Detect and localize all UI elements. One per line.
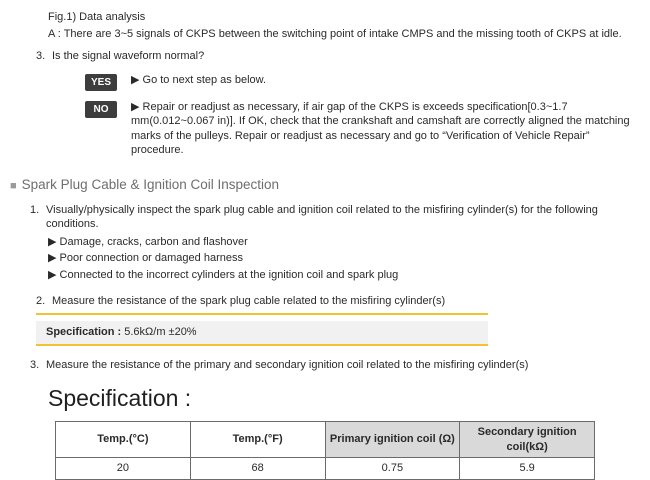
- step-1-text: Visually/physically inspect the spark plug cable and ignition coil related to the misfiring cylinder(s) for the following conditions.: [46, 203, 598, 231]
- yes-badge: YES: [85, 74, 117, 91]
- table-cell: 0.75: [325, 458, 460, 480]
- table-row: [56, 458, 595, 480]
- no-badge: NO: [85, 101, 117, 118]
- table-header-cell: Primary ignition coil (Ω): [325, 422, 460, 458]
- step-2: [36, 294, 488, 315]
- bullet-item: ▶ Connected to the incorrect cylinders at the ignition coil and spark plug: [48, 268, 399, 281]
- no-answer-text: ▶ Repair or readjust as necessary, if air gap of the CKPS is exceeds specification[0.3~1.7 mm(0.012~0.067 in)]. If OK, check that the crankshaft and camshaft are correctly aligned the matching marks of the pulleys. Repair or readjust as necessary and go to “Verification of Vehicle Repair” procedure.: [131, 100, 630, 157]
- answer-yes-row: [85, 73, 650, 91]
- table-cell: 5.9: [460, 458, 595, 480]
- specification-label: Specification :: [46, 325, 122, 338]
- figure-title: Fig.1) Data analysis: [48, 11, 146, 23]
- section-bullet-icon: ■: [10, 179, 17, 192]
- table-header-cell: Temp.(°C): [56, 422, 191, 458]
- step-1-number: 1.: [30, 203, 40, 216]
- answer-no-row: [85, 100, 650, 158]
- section-title: Spark Plug Cable & Ignition Coil Inspection: [21, 176, 280, 192]
- table-header-cell: Secondary ignition coil(kΩ): [460, 422, 595, 458]
- specification-value: 5.6kΩ/m ±20%: [121, 325, 197, 338]
- step-3-number: 3.: [30, 359, 40, 372]
- step-2-number: 2.: [36, 295, 46, 308]
- figure-caption-block: [48, 10, 650, 41]
- table-header-row: [56, 422, 595, 458]
- yes-answer-text: ▶ Go to next step as below.: [131, 73, 267, 86]
- table-header-cell: Temp.(°F): [190, 422, 325, 458]
- question-text: Is the signal waveform normal?: [52, 50, 205, 63]
- bullet-item: ▶ Poor connection or damaged harness: [48, 252, 243, 265]
- bullet-item: ▶ Damage, cracks, carbon and flashover: [48, 235, 248, 248]
- step-3: [30, 358, 650, 373]
- specification-table: [55, 421, 595, 480]
- specification-strip: [36, 321, 488, 347]
- step-2-text: Measure the resistance of the spark plug cable related to the misfiring cylinder(s): [52, 295, 446, 308]
- table-cell: 20: [56, 458, 191, 480]
- table-cell: 68: [190, 458, 325, 480]
- step-3-text: Measure the resistance of the primary and secondary ignition coil related to the misfiring cylinder(s): [46, 359, 529, 372]
- step-1-bullet-list: [48, 235, 650, 283]
- step-1: [30, 203, 650, 232]
- question-number: 3.: [36, 50, 46, 63]
- question-row: [36, 49, 650, 64]
- section-header: [10, 176, 650, 194]
- specification-heading: Specification :: [48, 384, 192, 411]
- figure-caption: A : There are 3~5 signals of CKPS between the switching point of intake CMPS and the missing tooth of CKPS at idle.: [48, 27, 622, 40]
